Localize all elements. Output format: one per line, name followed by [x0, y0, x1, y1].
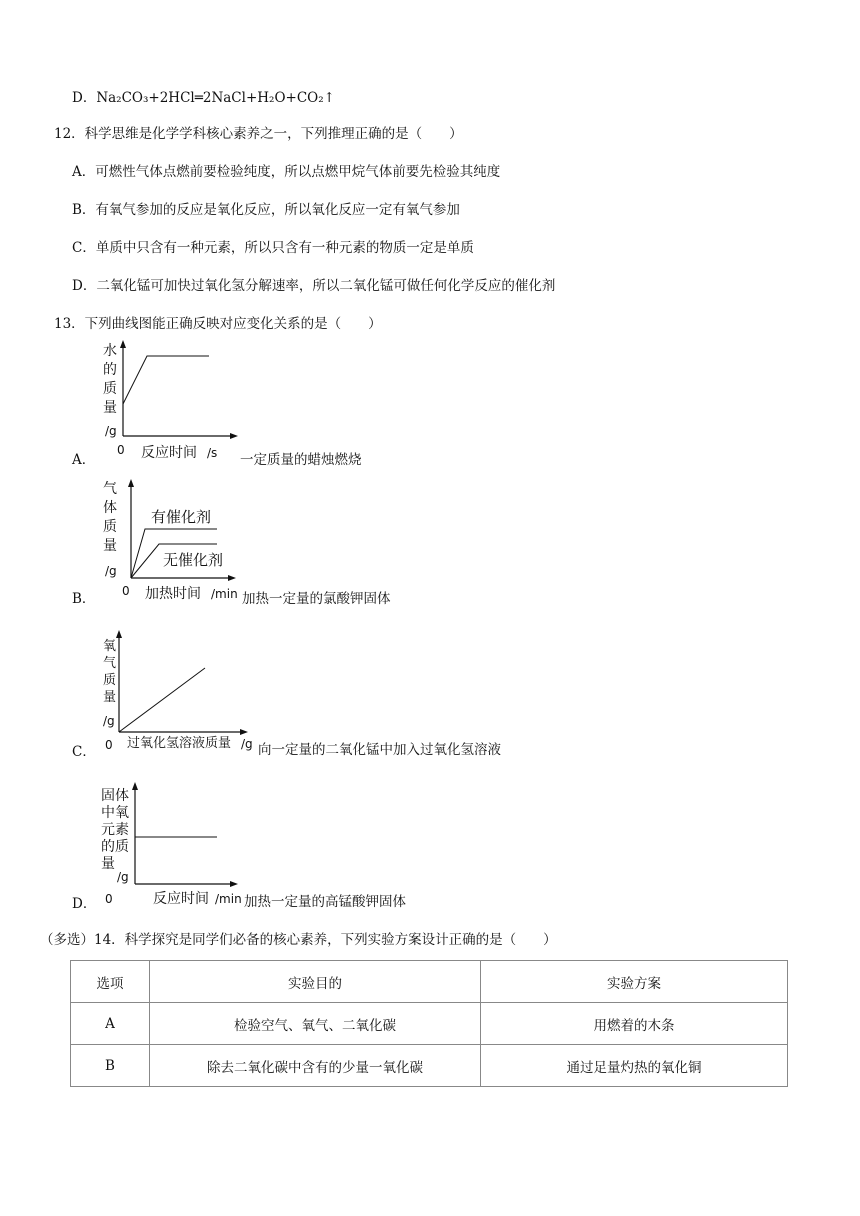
graph-d-ylabel: 固体中氧元素的质量: [101, 788, 129, 872]
q12-option-d: D．二氧化锰可加快过氧化氢分解速率，所以二氧化锰可做任何化学反应的催化剂: [72, 278, 556, 294]
q13-graph-d: [95, 780, 260, 908]
graph-c-y-arrow: [116, 630, 122, 638]
graph-b-xlabel: 加热时间: [145, 586, 201, 602]
q13-graph-b: [95, 478, 255, 608]
graph-d-yunit: /g: [117, 870, 129, 884]
q13-option-d-caption: 加热一定量的高锰酸钾固体: [244, 894, 406, 910]
graph-d-xlabel: 反应时间: [153, 891, 209, 907]
table-cell: B: [71, 1045, 150, 1087]
table-cell: A: [71, 1003, 150, 1045]
table-header-cell: 选项: [71, 961, 150, 1003]
q13-option-b-caption: 加热一定量的氯酸钾固体: [242, 591, 391, 607]
q13-graph-a: [95, 340, 245, 465]
q13-option-d-letter: D．: [72, 896, 97, 912]
table-header-row: [71, 961, 788, 1003]
graph-d-origin: 0: [105, 892, 113, 906]
graph-c-yunit: /g: [103, 714, 115, 728]
graph-a-yunit: /g: [105, 424, 117, 438]
table-cell: 用燃着的木条: [481, 1003, 788, 1045]
graph-d-x-arrow: [230, 881, 238, 887]
q13-option-c-letter: C．: [72, 744, 96, 760]
graph-d-xunit: /min: [215, 892, 242, 906]
graph-a-curve: [123, 356, 209, 404]
q14-table: [70, 960, 788, 1087]
graph-a-x-arrow: [230, 433, 238, 439]
q12-option-a: A．可燃性气体点燃前要检验纯度，所以点燃甲烷气体前要先检验其纯度: [72, 164, 501, 180]
graph-a-xlabel: 反应时间: [141, 445, 197, 461]
graph-a-ylabel: 水的质量: [103, 343, 117, 416]
graph-b-x-arrow: [228, 575, 236, 581]
graph-b-label-catalyst: 有催化剂: [151, 508, 212, 526]
graph-b-y-arrow: [128, 479, 134, 487]
q14-stem: （多选）14．科学探究是同学们必备的核心素养，下列实验方案设计正确的是（ ）: [40, 932, 557, 948]
graph-c-ylabel: 氧气质量: [103, 639, 117, 705]
q13-option-b-letter: B．: [72, 591, 96, 607]
q11-option-d: D．Na₂CO₃+2HCl═2NaCl+H₂O+CO₂↑: [72, 90, 335, 106]
q13-option-c-caption: 向一定量的二氧化锰中加入过氧化氢溶液: [258, 742, 501, 758]
table-row: [71, 1003, 788, 1045]
graph-b-yunit: /g: [105, 564, 117, 578]
graph-b-origin: 0: [122, 584, 130, 598]
graph-c-curve: [119, 668, 205, 732]
graph-c-xunit: /g: [241, 737, 253, 751]
table-row: [71, 1045, 788, 1087]
table-header-cell: 实验目的: [150, 961, 481, 1003]
table-cell: 除去二氧化碳中含有的少量一氧化碳: [150, 1045, 481, 1087]
q13-graph-c: [95, 628, 260, 758]
graph-c-xlabel: 过氧化氢溶液质量: [127, 736, 232, 751]
graph-a-origin: 0: [117, 443, 125, 457]
graph-a-xunit: /s: [207, 446, 218, 460]
q12-option-b: B．有氧气参加的反应是氧化反应，所以氧化反应一定有氧气参加: [72, 202, 460, 218]
table-cell: 通过足量灼热的氧化铜: [481, 1045, 788, 1087]
q13-option-a-caption: 一定质量的蜡烛燃烧: [240, 452, 362, 468]
graph-c-origin: 0: [105, 738, 113, 752]
q13-option-a-letter: A．: [72, 452, 96, 468]
q12-stem: 12．科学思维是化学学科核心素养之一，下列推理正确的是（ ）: [54, 126, 463, 142]
q12-option-c: C．单质中只含有一种元素，所以只含有一种元素的物质一定是单质: [72, 240, 474, 256]
table-cell: 检验空气、氧气、二氧化碳: [150, 1003, 481, 1045]
table-header-cell: 实验方案: [481, 961, 788, 1003]
graph-b-xunit: /min: [211, 587, 238, 601]
graph-b-ylabel: 气体质量: [103, 481, 117, 554]
q13-stem: 13．下列曲线图能正确反映对应变化关系的是（ ）: [54, 316, 382, 332]
graph-b-label-no-catalyst: 无催化剂: [163, 551, 224, 569]
